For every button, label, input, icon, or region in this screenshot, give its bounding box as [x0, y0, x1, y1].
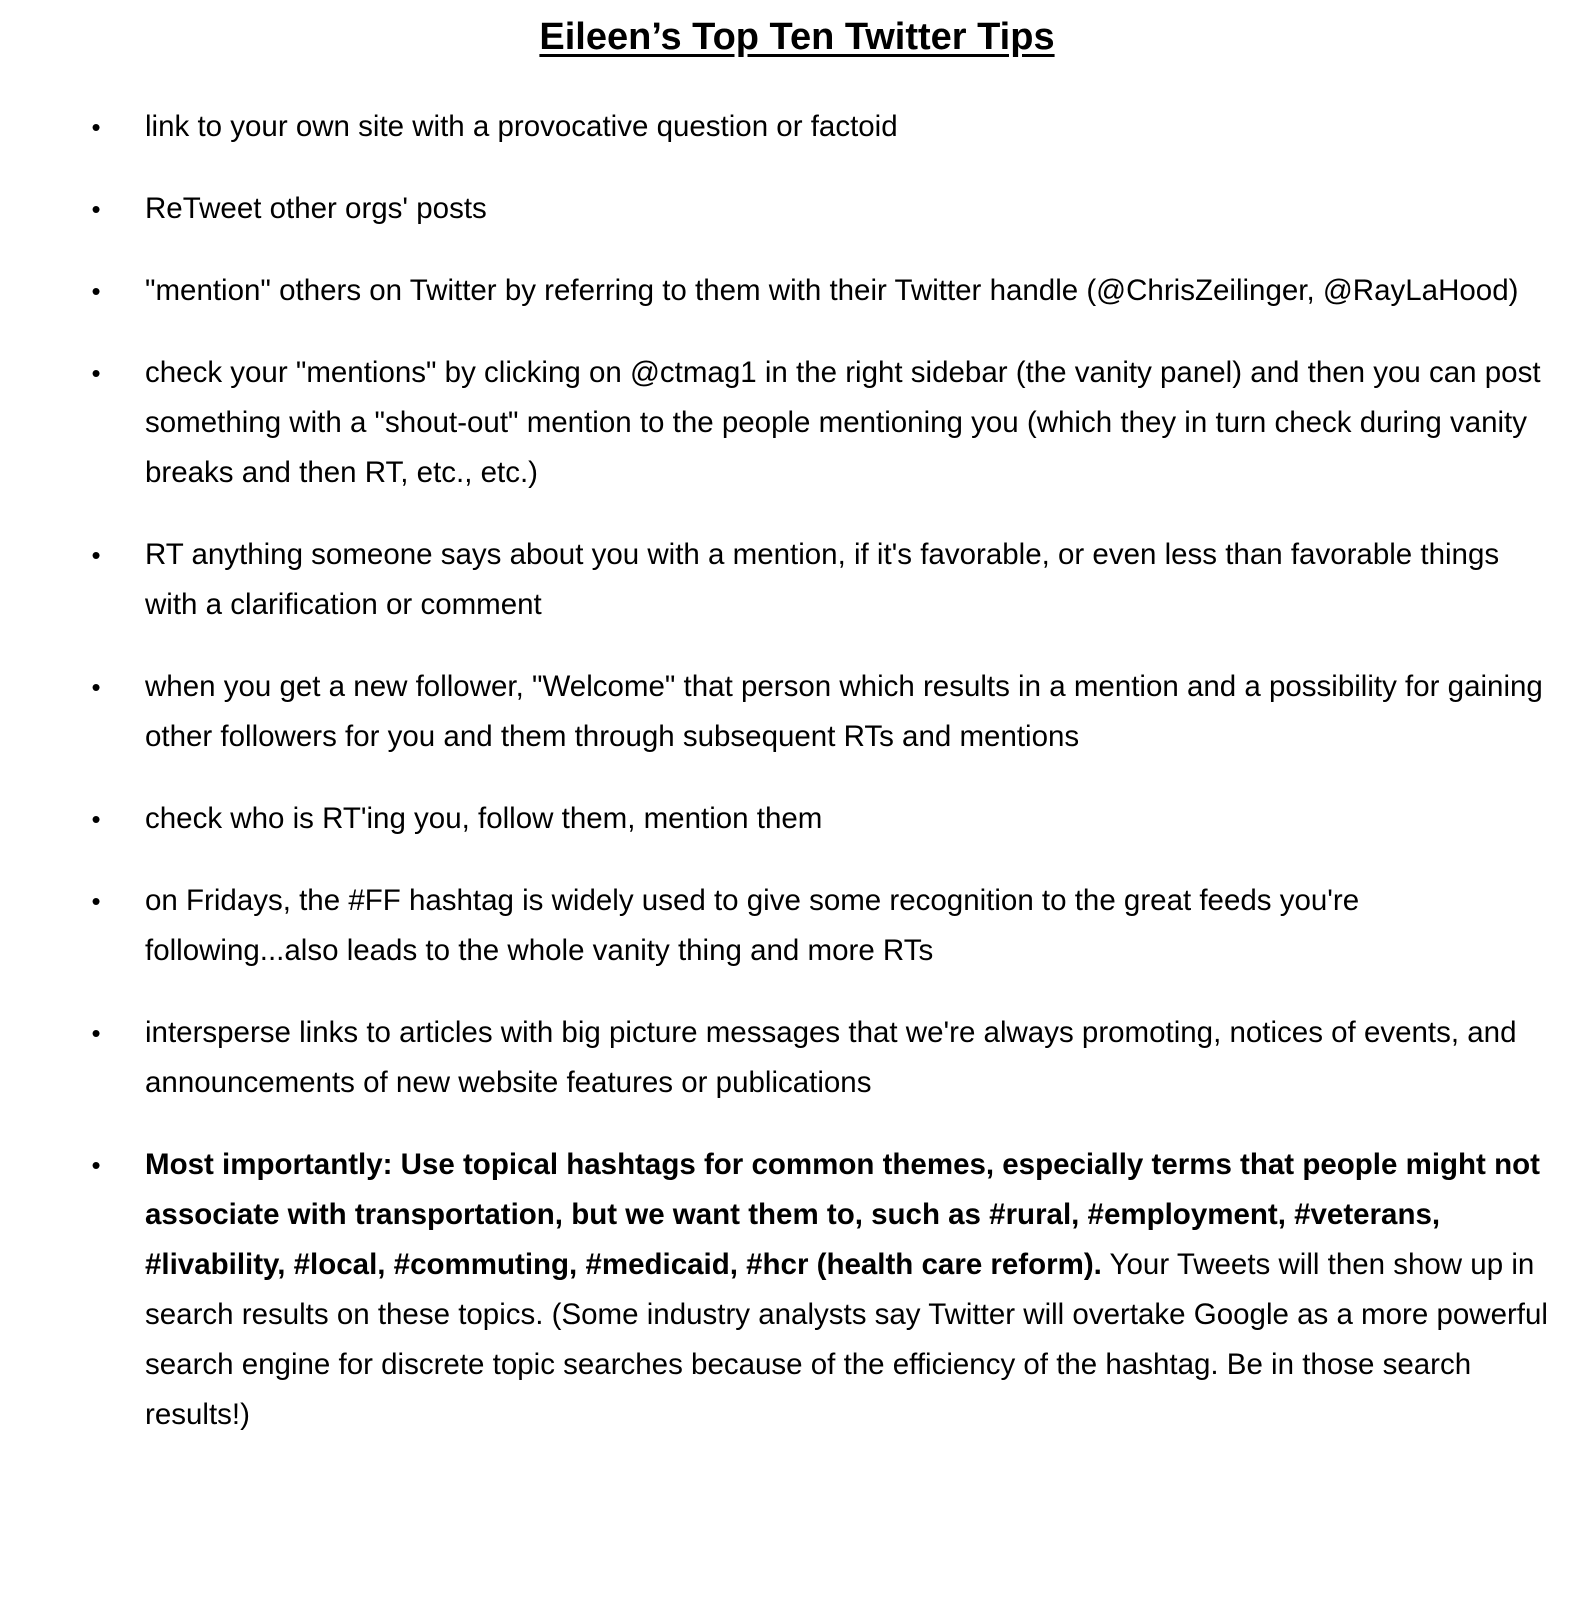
- tip-text: on Fridays, the #FF hashtag is widely used to give some recognition to the great feeds you're following...also leads to the whole vanity thing and more RTs: [145, 884, 1360, 967]
- bullet-icon: •: [91, 886, 101, 916]
- tip-text: link to your own site with a provocative question or factoid: [145, 110, 898, 143]
- tip-bold-text: Most importantly: Use topical hashtags for common themes, especially terms that people might not associate with transportation, but we want them to, such as #rural, #employment, #veterans, #livability, #local, #commuting, #medicaid, #hcr (health care reform).: [145, 1148, 1540, 1281]
- tip-text: "mention" others on Twitter by referring to them with their Twitter handle (@ChrisZeilinger, @RayLaHood): [145, 274, 1519, 307]
- bullet-icon: •: [91, 1150, 101, 1180]
- list-item: [0, 1008, 1594, 1108]
- tip-text: RT anything someone says about you with a mention, if it's favorable, or even less than favorable things with a clarification or comment: [145, 538, 1500, 621]
- bullet-icon: •: [91, 672, 101, 702]
- tip-text: intersperse links to articles with big picture messages that we're always promoting, notices of events, and announcements of new website features or publications: [145, 1016, 1517, 1099]
- list-item: [0, 662, 1594, 762]
- bullet-icon: •: [91, 112, 101, 142]
- bullet-icon: •: [91, 540, 101, 570]
- list-item: [0, 1140, 1594, 1440]
- bullet-icon: •: [91, 276, 101, 306]
- bullet-icon: •: [91, 804, 101, 834]
- bullet-icon: •: [91, 1018, 101, 1048]
- list-item: [0, 876, 1594, 976]
- page-title: Eileen’s Top Ten Twitter Tips: [539, 16, 1055, 58]
- tip-text: ReTweet other orgs' posts: [145, 192, 487, 225]
- tip-text: check who is RT'ing you, follow them, mention them: [145, 802, 823, 835]
- list-item: [0, 102, 1594, 152]
- tips-list: [0, 102, 1594, 1472]
- tip-text: check your "mentions" by clicking on @ctmag1 in the right sidebar (the vanity panel) and then you can post something with a "shout-out" mention to the people mentioning you (which they in turn check during vanity breaks and then RT, etc., etc.): [145, 356, 1541, 489]
- tip-text: Your Tweets will then show up in search results on these topics. (Some industry analysts say Twitter will overtake Google as a more powerful search engine for discrete topic searches because of the efficiency of the hashtag. Be in those search results!): [145, 1248, 1548, 1431]
- list-item: [0, 348, 1594, 498]
- list-item: [0, 266, 1594, 316]
- list-item: [0, 794, 1594, 844]
- bullet-icon: •: [91, 358, 101, 388]
- bullet-icon: •: [91, 194, 101, 224]
- list-item: [0, 184, 1594, 234]
- tip-text: when you get a new follower, "Welcome" that person which results in a mention and a possibility for gaining other followers for you and them through subsequent RTs and mentions: [145, 670, 1543, 753]
- list-item: [0, 530, 1594, 630]
